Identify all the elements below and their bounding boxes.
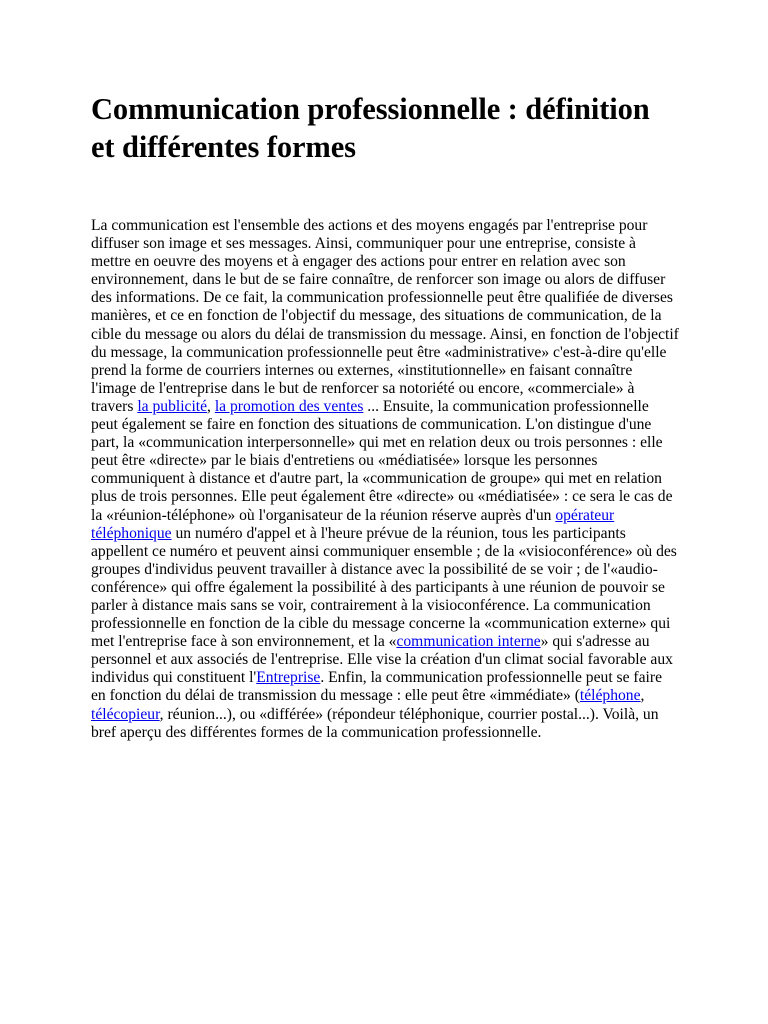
- body-text-segment: ,: [640, 687, 645, 705]
- link-telecopieur[interactable]: télécopieur: [91, 705, 160, 723]
- body-text-segment: un numéro d'appel et à l'heure prévue de la réunion, tous les participants appellent ce numéro et peuvent ainsi communiquer ensemble ; de la «visioconférence» où des groupes d'individus peuvent travailler à distance avec la possibilité de se voir ; de l'«audio-conférence» qui offre également la possibilité à des participants à une réunion de pouvoir se parler à distance mais sans se voir, contrairement à la visioconférence. La communication professionnelle en fonction de la cible du message concerne la «communication externe» qui met l'entreprise face à son environnement, et la «: [91, 524, 677, 651]
- body-text-segment: La communication est l'ensemble des actions et des moyens engagés par l'entreprise pour diffuser son image et ses messages. Ainsi, communiquer pour une entreprise, consiste à mettre en oeuvre des moyens et à engager des actions pour entrer en relation avec son environnement, dans le but de se faire connaître, de renforcer son image ou alors de diffuser des informations. De ce fait, la communication professionnelle peut être qualifiée de diverses manières, et ce en fonction de l'objectif du message, des situations de communication, de la cible du message ou alors du délai de transmission du message. Ainsi, en fonction de l'objectif du message, la communication professionnelle peut être «administrative» c'est-à-dire qu'elle prend la forme de courriers internes ou externes, «institutionnelle» en faisant connaître l'image de l'entreprise dans le but de renforcer sa notoriété ou encore, «commerciale» à travers: [91, 217, 679, 415]
- link-telephone[interactable]: téléphone: [579, 687, 641, 705]
- body-text-segment: ,: [207, 397, 215, 415]
- link-la-promotion-des-ventes[interactable]: la promotion des ventes: [214, 397, 364, 415]
- link-operateur-telephonique[interactable]: opérateur téléphonique: [91, 506, 615, 542]
- page-title: Communication professionnelle : définition et différentes formes: [91, 92, 650, 164]
- article: [91, 90, 679, 742]
- body-text-segment: ... Ensuite, la communication professionnelle peut également se faire en fonction des situations de communication. L'on distingue d'une part, la «communication interpersonnelle» qui met en relation deux ou trois personnes : elle peut être «directe» par le biais d'entretiens ou «médiatisée» lorsque les personnes communiquent à distance et d'autre part, la «communication de groupe» qui met en relation plus de trois personnes. Elle peut également être «directe» ou «médiatisée» : ce sera le cas de la «réunion-téléphone» où l'organisateur de la réunion réserve auprès d'un: [91, 397, 673, 524]
- link-la-publicite[interactable]: la publicité: [137, 397, 208, 415]
- body-text-segment: . Enfin, la communication professionnelle peut se faire en fonction du délai de transmission du message : elle peut être «immédiate» (: [91, 669, 662, 705]
- body-text-segment: » qui s'adresse au personnel et aux associés de l'entreprise. Elle vise la création d'un climat social favorable aux individus qui constituent l': [91, 633, 673, 687]
- link-entreprise[interactable]: Entreprise: [256, 669, 321, 687]
- body-text-segment: , réunion...), ou «différée» (répondeur téléphonique, courrier postal...). Voilà, un bref aperçu des différentes formes de la communication professionnelle.: [91, 705, 659, 741]
- article-body: [91, 217, 679, 742]
- link-communication-interne[interactable]: communication interne: [396, 633, 541, 651]
